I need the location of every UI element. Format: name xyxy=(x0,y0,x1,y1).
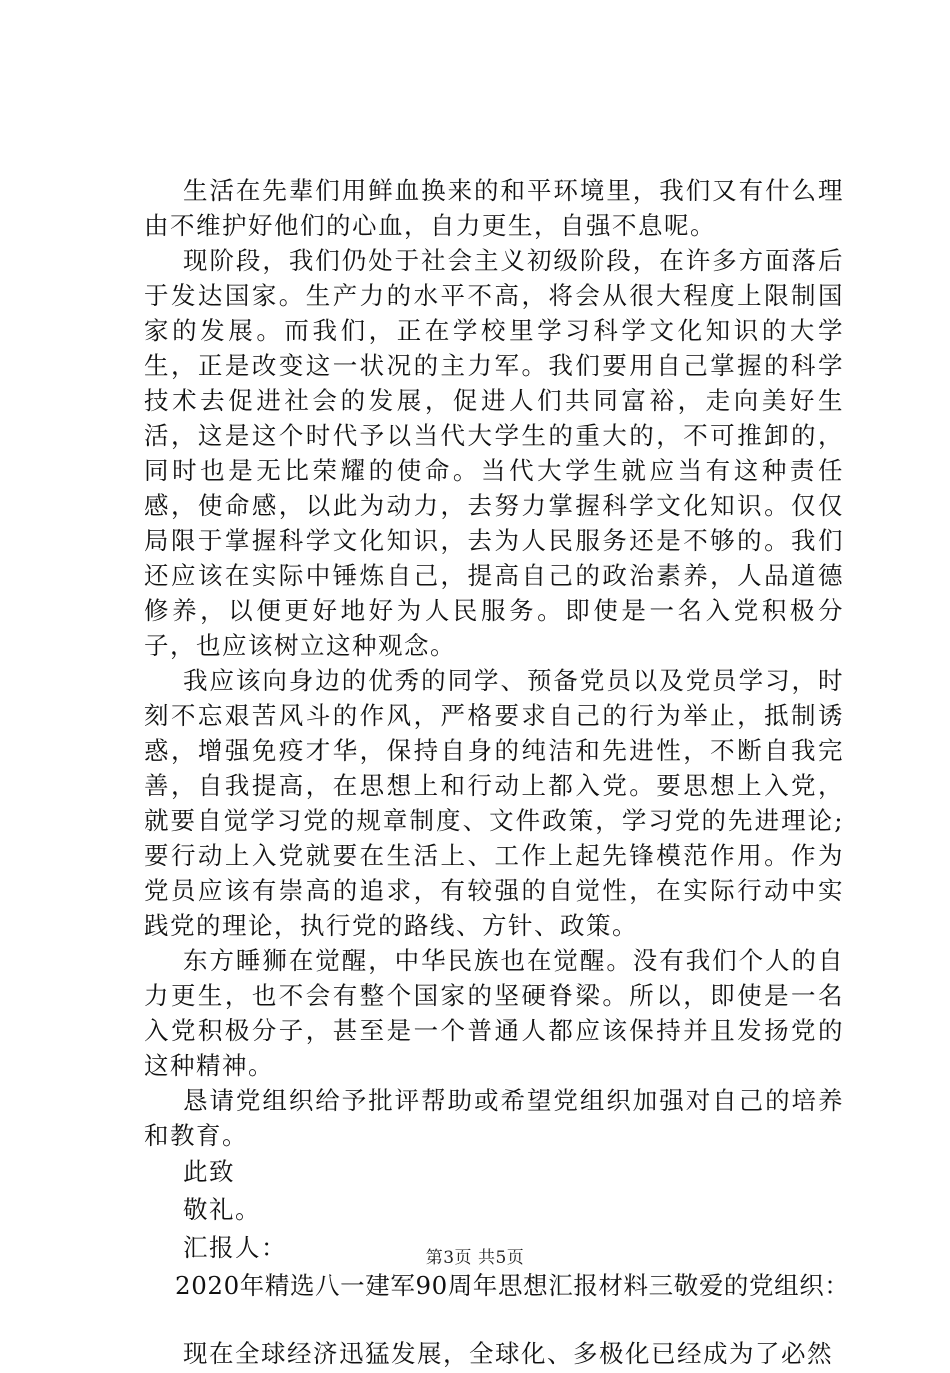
paragraph-learn-from-members: 我应该向身边的优秀的同学、预备党员以及党员学习，时刻不忘艰苦风斗的作风，严格要求自己的行为举止，抵制诱惑，增强免疫才华，保持自身的纯洁和先进性，不断自我完善，自我提高，在思想上和行动上都入党。要思想上入党，就要自觉学习党的规章制度、文件政策，学习党的先进理论;要行动上入党就要在生活上、工作上起先锋模范作用。作为党员应该有崇高的追求，有较强的自觉性，在实际行动中实践党的理论，执行党的路线、方针、政策。 xyxy=(144,666,844,940)
page-number-footer: 第3页 共5页 xyxy=(425,1248,525,1268)
next-report-first-line: 现在全球经济迅猛发展，全球化、多极化已经成为了必然 xyxy=(183,1339,833,1368)
paragraph-request: 恳请党组织给予批评帮助或希望党组织加强对自己的培养和教育。 xyxy=(144,1086,844,1150)
spacer xyxy=(144,1305,844,1335)
paragraph-heritage: 生活在先辈们用鲜血换来的和平环境里，我们又有什么理由不维护好他们的心血，自力更生，自强不息呢。 xyxy=(144,176,844,240)
reporter-line: 汇报人： xyxy=(183,1233,287,1262)
closing-line: 此致 xyxy=(183,1157,235,1186)
paragraph-current-stage: 现阶段，我们仍处于社会主义初级阶段，在许多方面落后于发达国家。生产力的水平不高，将会从很大程度上限制国家的发展。而我们，正在学校里学习科学文化知识的大学生，正是改变这一状况的主力军。我们要用自己掌握的科学技术去促进社会的发展，促进人们共同富裕，走向美好生活，这是这个时代予以当代大学生的重大的，不可推卸的，同时也是无比荣耀的使命。当代大学生就应当有这种责任感，使命感，以此为动力，去努力掌握科学文化知识。仅仅局限于掌握科学文化知识，去为人民服务还是不够的。我们还应该在实际中锤炼自己，提高自己的政治素养，人品道德修养，以便更好地好为人民服务。即使是一名入党积极分子，也应该树立这种观念。 xyxy=(144,246,844,660)
document-body xyxy=(144,173,850,1373)
paragraph-awakening: 东方睡狮在觉醒，中华民族也在觉醒。没有我们个人的自力更生，也不会有整个国家的坚硬脊梁。所以，即使是一名入党积极分子，甚至是一个普通人都应该保持并且发扬党的这种精神。 xyxy=(144,946,844,1080)
salute-line: 敬礼。 xyxy=(183,1195,261,1224)
next-report-title: 2020年精选八一建军90周年思想汇报材料三敬爱的党组织： xyxy=(175,1271,850,1300)
